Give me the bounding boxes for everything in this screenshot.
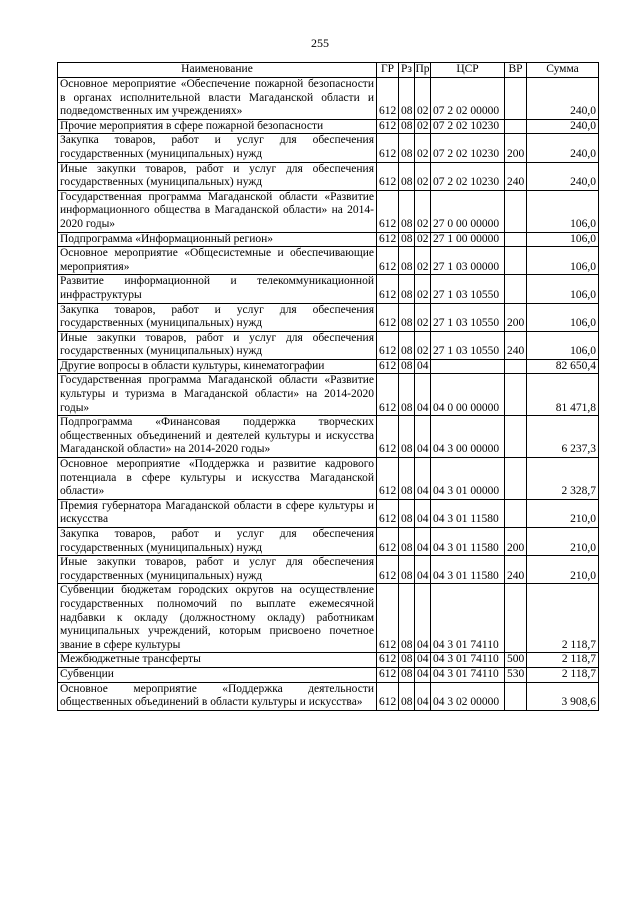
row-pr: 04 (415, 556, 431, 584)
row-sum: 2 118,7 (527, 584, 599, 653)
row-csr: 04 3 01 00000 (431, 458, 505, 500)
row-gr: 612 (377, 190, 399, 232)
row-pr: 04 (415, 499, 431, 527)
row-vr (505, 584, 527, 653)
row-csr: 04 3 02 00000 (431, 682, 505, 710)
row-sum: 82 650,4 (527, 359, 599, 374)
row-csr: 04 3 00 00000 (431, 416, 505, 458)
row-gr: 612 (377, 374, 399, 416)
row-pr: 02 (415, 119, 431, 134)
row-csr: 04 3 01 74110 (431, 653, 505, 668)
table-row (58, 528, 599, 556)
row-gr: 612 (377, 359, 399, 374)
row-vr: 200 (505, 303, 527, 331)
row-vr (505, 232, 527, 247)
table-row (58, 275, 599, 303)
row-sum: 106,0 (527, 232, 599, 247)
table-row (58, 190, 599, 232)
row-csr: 07 2 02 10230 (431, 162, 505, 190)
table-row (58, 119, 599, 134)
row-csr: 04 3 01 11580 (431, 556, 505, 584)
row-rz: 08 (399, 232, 415, 247)
row-csr: 04 3 01 11580 (431, 499, 505, 527)
row-pr: 02 (415, 190, 431, 232)
row-gr: 612 (377, 134, 399, 162)
row-gr: 612 (377, 528, 399, 556)
row-sum: 210,0 (527, 528, 599, 556)
row-rz: 08 (399, 119, 415, 134)
row-sum: 240,0 (527, 119, 599, 134)
row-pr: 04 (415, 359, 431, 374)
row-pr: 02 (415, 162, 431, 190)
row-name: Основное мероприятие «Общесистемные и обеспечивающие мероприятия» (58, 247, 377, 275)
row-vr (505, 247, 527, 275)
row-pr: 04 (415, 584, 431, 653)
row-pr: 02 (415, 134, 431, 162)
row-gr: 612 (377, 162, 399, 190)
row-name: Основное мероприятие «Поддержка деятельности общественных объединений в области культуры и искусства» (58, 682, 377, 710)
row-name: Субвенции (58, 667, 377, 682)
table-row (58, 303, 599, 331)
row-sum: 210,0 (527, 556, 599, 584)
row-name: Закупка товаров, работ и услуг для обеспечения государственных (муниципальных) нужд (58, 528, 377, 556)
row-vr (505, 682, 527, 710)
row-rz: 08 (399, 134, 415, 162)
row-name: Другие вопросы в области культуры, кинематографии (58, 359, 377, 374)
row-csr (431, 359, 505, 374)
row-sum: 210,0 (527, 499, 599, 527)
row-name: Подпрограмма «Финансовая поддержка творческих общественных объединений и деятелей культуры и искусства Магаданской области» на 2014-2020 годы» (58, 416, 377, 458)
row-csr: 04 3 01 74110 (431, 584, 505, 653)
table-row (58, 499, 599, 527)
row-gr: 612 (377, 119, 399, 134)
table-row (58, 458, 599, 500)
row-csr: 27 1 03 10550 (431, 303, 505, 331)
row-rz: 08 (399, 359, 415, 374)
row-csr: 07 2 02 10230 (431, 119, 505, 134)
row-gr: 612 (377, 682, 399, 710)
table-header-row (58, 63, 599, 78)
row-sum: 106,0 (527, 247, 599, 275)
row-sum: 81 471,8 (527, 374, 599, 416)
table-row (58, 416, 599, 458)
row-pr: 04 (415, 667, 431, 682)
row-sum: 106,0 (527, 331, 599, 359)
row-rz: 08 (399, 528, 415, 556)
row-vr: 240 (505, 162, 527, 190)
row-rz: 08 (399, 303, 415, 331)
row-name: Подпрограмма «Информационный регион» (58, 232, 377, 247)
row-rz: 08 (399, 374, 415, 416)
row-pr: 02 (415, 275, 431, 303)
row-csr: 27 1 03 00000 (431, 247, 505, 275)
row-pr: 02 (415, 331, 431, 359)
row-name: Иные закупки товаров, работ и услуг для обеспечения государственных (муниципальных) нужд (58, 331, 377, 359)
row-csr: 04 0 00 00000 (431, 374, 505, 416)
row-gr: 612 (377, 556, 399, 584)
table-row (58, 232, 599, 247)
row-name: Иные закупки товаров, работ и услуг для обеспечения государственных (муниципальных) нужд (58, 556, 377, 584)
table-row (58, 78, 599, 120)
row-pr: 04 (415, 458, 431, 500)
row-csr: 27 0 00 00000 (431, 190, 505, 232)
row-rz: 08 (399, 458, 415, 500)
row-csr: 07 2 02 10230 (431, 134, 505, 162)
row-rz: 08 (399, 667, 415, 682)
row-rz: 08 (399, 78, 415, 120)
row-pr: 02 (415, 247, 431, 275)
table-row (58, 556, 599, 584)
header-gr: ГР (377, 63, 399, 78)
row-gr: 612 (377, 331, 399, 359)
row-name: Закупка товаров, работ и услуг для обеспечения государственных (муниципальных) нужд (58, 303, 377, 331)
row-rz: 08 (399, 499, 415, 527)
header-sum: Сумма (527, 63, 599, 78)
row-vr: 200 (505, 528, 527, 556)
row-rz: 08 (399, 653, 415, 668)
row-gr: 612 (377, 78, 399, 120)
row-pr: 04 (415, 653, 431, 668)
row-vr (505, 190, 527, 232)
row-rz: 08 (399, 331, 415, 359)
row-vr: 200 (505, 134, 527, 162)
row-name: Закупка товаров, работ и услуг для обеспечения государственных (муниципальных) нужд (58, 134, 377, 162)
row-sum: 2 118,7 (527, 667, 599, 682)
table-row (58, 682, 599, 710)
row-gr: 612 (377, 653, 399, 668)
row-gr: 612 (377, 499, 399, 527)
row-sum: 6 237,3 (527, 416, 599, 458)
row-csr: 04 3 01 74110 (431, 667, 505, 682)
row-gr: 612 (377, 303, 399, 331)
row-name: Основное мероприятие «Обеспечение пожарной безопасности в органах исполнительной власти Магаданской области и подведомственных им учреждениях» (58, 78, 377, 120)
row-rz: 08 (399, 682, 415, 710)
row-vr (505, 499, 527, 527)
row-name: Основное мероприятие «Поддержка и развитие кадрового потенциала в сфере культуры и искусства Магаданской области» (58, 458, 377, 500)
row-vr (505, 119, 527, 134)
row-pr: 02 (415, 78, 431, 120)
row-sum: 240,0 (527, 134, 599, 162)
row-gr: 612 (377, 247, 399, 275)
table-row (58, 374, 599, 416)
row-vr: 530 (505, 667, 527, 682)
header-vr: ВР (505, 63, 527, 78)
row-csr: 04 3 01 11580 (431, 528, 505, 556)
table-row (58, 247, 599, 275)
row-name: Иные закупки товаров, работ и услуг для обеспечения государственных (муниципальных) нужд (58, 162, 377, 190)
header-pr: Пр (415, 63, 431, 78)
row-csr: 27 1 03 10550 (431, 275, 505, 303)
row-vr (505, 359, 527, 374)
row-vr (505, 275, 527, 303)
table-row (58, 653, 599, 668)
row-gr: 612 (377, 275, 399, 303)
row-name: Премия губернатора Магаданской области в сфере культуры и искусства (58, 499, 377, 527)
row-name: Развитие информационной и телекоммуникационной инфраструктуры (58, 275, 377, 303)
row-vr (505, 374, 527, 416)
row-vr: 500 (505, 653, 527, 668)
row-sum: 106,0 (527, 275, 599, 303)
row-gr: 612 (377, 232, 399, 247)
row-name: Прочие мероприятия в сфере пожарной безопасности (58, 119, 377, 134)
row-gr: 612 (377, 416, 399, 458)
table-row (58, 331, 599, 359)
row-sum: 106,0 (527, 303, 599, 331)
row-rz: 08 (399, 416, 415, 458)
row-vr (505, 78, 527, 120)
row-pr: 04 (415, 682, 431, 710)
row-name: Межбюджетные трансферты (58, 653, 377, 668)
row-pr: 04 (415, 416, 431, 458)
row-name: Государственная программа Магаданской области «Развитие культуры и туризма в Магаданской области» на 2014-2020 годы» (58, 374, 377, 416)
row-vr (505, 416, 527, 458)
row-vr (505, 458, 527, 500)
row-vr: 240 (505, 556, 527, 584)
row-name: Государственная программа Магаданской области «Развитие информационного общества в Магаданской области» на 2014-2020 годы» (58, 190, 377, 232)
row-csr: 27 1 03 10550 (431, 331, 505, 359)
row-rz: 08 (399, 275, 415, 303)
table-row (58, 667, 599, 682)
table-row (58, 162, 599, 190)
table-row (58, 359, 599, 374)
row-csr: 07 2 02 00000 (431, 78, 505, 120)
row-sum: 240,0 (527, 78, 599, 120)
page-number: 255 (311, 36, 329, 50)
row-rz: 08 (399, 190, 415, 232)
header-name: Наименование (58, 63, 377, 78)
table-row (58, 134, 599, 162)
row-gr: 612 (377, 667, 399, 682)
row-sum: 106,0 (527, 190, 599, 232)
row-name: Субвенции бюджетам городских округов на осуществление государственных полномочий по выплате ежемесячной надбавки к окладу (должностному окладу) работникам муниципальных учреждений, которым присвоено почетное звание в сфере культуры (58, 584, 377, 653)
budget-table (57, 62, 599, 711)
row-rz: 08 (399, 162, 415, 190)
table-row (58, 584, 599, 653)
row-csr: 27 1 00 00000 (431, 232, 505, 247)
row-gr: 612 (377, 458, 399, 500)
row-sum: 240,0 (527, 162, 599, 190)
row-sum: 3 908,6 (527, 682, 599, 710)
row-rz: 08 (399, 584, 415, 653)
header-rz: Рз (399, 63, 415, 78)
row-pr: 02 (415, 303, 431, 331)
row-pr: 04 (415, 374, 431, 416)
row-sum: 2 118,7 (527, 653, 599, 668)
header-csr: ЦСР (431, 63, 505, 78)
row-gr: 612 (377, 584, 399, 653)
row-rz: 08 (399, 247, 415, 275)
row-vr: 240 (505, 331, 527, 359)
row-pr: 04 (415, 528, 431, 556)
row-sum: 2 328,7 (527, 458, 599, 500)
row-rz: 08 (399, 556, 415, 584)
row-pr: 02 (415, 232, 431, 247)
